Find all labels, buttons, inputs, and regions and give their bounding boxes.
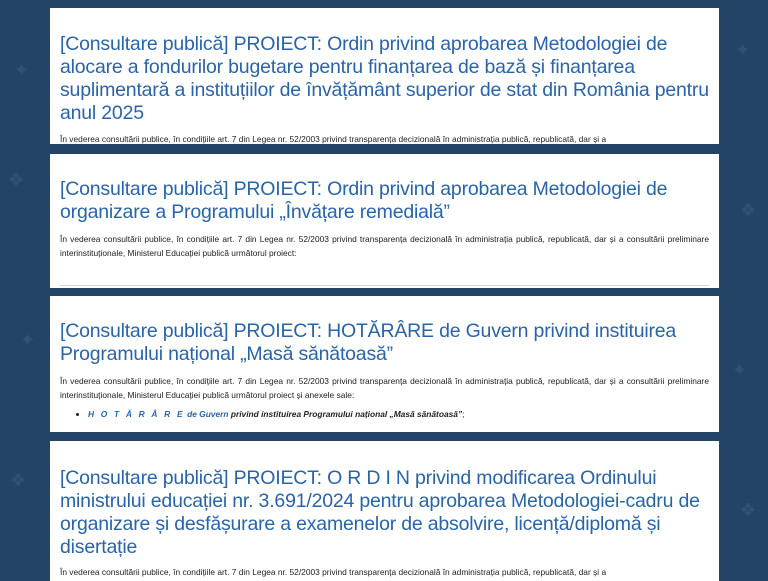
post-excerpt-4: În vederea consultării publice, în condițiile art. 7 din Legea nr. 52/2003 privind transparența decizională în administrația publică, republicată, dar și a <box>60 567 607 577</box>
post-card-2 <box>50 154 719 288</box>
attachment-list <box>60 408 709 420</box>
post-excerpt-2: În vederea consultării publice, în condițiile art. 7 din Legea nr. 52/2003 privind transparența decizională în administrația publică, republicată, dar și a consultării preliminare interinstituționale, Ministerul Educației publică următorul proiect: <box>60 234 709 258</box>
divider <box>60 285 709 286</box>
post-title-2[interactable]: [Consultare publică] PROIECT: Ordin privind aprobarea Metodologiei de organizare a Programului „Învățare remedială” <box>60 178 668 223</box>
post-card-4 <box>50 441 719 581</box>
post-card-3 <box>50 296 719 432</box>
post-excerpt-3: În vederea consultării publice, în condițiile art. 7 din Legea nr. 52/2003 privind transparența decizională în administrația publică, republicată, dar și a consultării preliminare interinstituționale, Ministerul Educației publică următorul proiect și anexele sale: <box>60 376 709 400</box>
post-title-1[interactable]: [Consultare publică] PROIECT: Ordin privind aprobarea Metodologiei de alocare a fondurilor bugetare pentru finanțarea de bază și finanțarea suplimentară a instituțiilor de învățământ superior de stat din România pentru anul 2025 <box>60 33 709 124</box>
attachment-link[interactable]: H O T Ă R Â R E <box>88 409 185 419</box>
post-excerpt-1: În vederea consultării publice, în condițiile art. 7 din Legea nr. 52/2003 privind transparența decizională în administrația publică, republicată, dar și a <box>60 134 607 144</box>
attachment-link-rest[interactable]: de Guvern <box>187 409 229 419</box>
post-title-4[interactable]: [Consultare publică] PROIECT: O R D I N privind modificarea Ordinului ministrului educației nr. 3.691/2024 pentru aprobarea Metodologiei-cadru de organizare și desfășurare a examenelor de absolvire, licență/diplomă și disertație <box>60 467 700 558</box>
attachment-suffix: ; <box>462 409 465 419</box>
post-title-3[interactable]: [Consultare publică] PROIECT: HOTĂRÂRE de Guvern privind instituirea Programului național „Masă sănătoasă” <box>60 320 677 365</box>
attachment-text: privind instituirea Programului național „Masă sănătoasă” <box>230 409 463 419</box>
post-card-1 <box>50 8 719 144</box>
background-pattern: ✦ ❖ ✦ ❖ ✦ ❖ ✦ ❖ <box>8 40 757 521</box>
list-item <box>88 408 709 420</box>
